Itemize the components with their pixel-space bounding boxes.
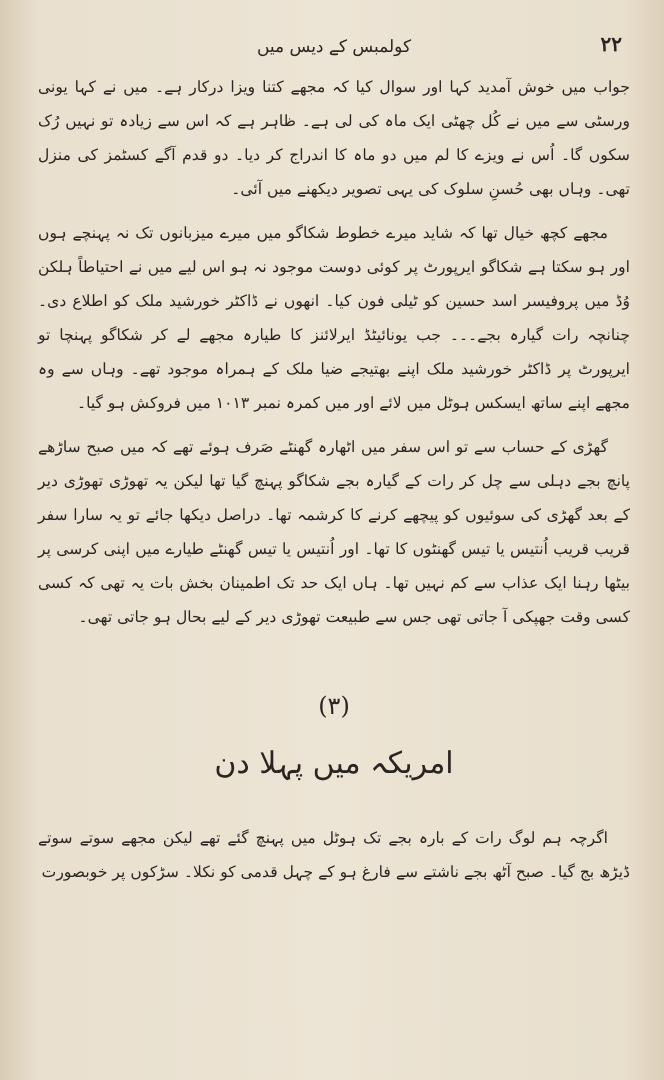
paragraph: اگرچہ ہم لوگ رات کے بارہ بجے تک ہوٹل میں پہنچ گئے تھے لیکن مجھے سوتے سوتے ڈیڑھ بج گیا۔ صبح آٹھ بجے ناشتے سے فارغ ہو کے چہل قدمی کو نکلا۔ سڑکوں پر خوبصورت bbox=[38, 829, 630, 881]
paragraph: جواب میں خوش آمدید کہا اور سوال کیا کہ مجھے کتنا ویزا درکار ہے۔ میں نے کہا یونی ورسٹی سے میں نے کُل چھٹی ایک ماہ کی لی ہے۔ ظاہر ہے کہ اس سے زیادہ تو نہیں رُک سکوں گا۔ اُس نے ویزے کا لم میں دو ماہ کا اندراج کر دیا۔ دو قدم آگے کسٹمز کی منزل تھی۔ وہاں بھی حُسنِ سلوک کی یہی تصویر دیکھنے میں آئی۔ bbox=[38, 78, 630, 198]
body-text bbox=[38, 70, 630, 634]
running-title: کولمبس کے دیس میں bbox=[256, 37, 412, 57]
chapter-title: امریکہ میں پہلا دن bbox=[214, 746, 454, 781]
paragraph: گھڑی کے حساب سے تو اس سفر میں اٹھارہ گھنٹے صَرف ہوئے تھے کہ میں صبح ساڑھے پانچ بجے دہلی سے چل کر رات کے گیارہ بجے شکاگو پہنچ گیا تھا لیکن یہ تھوڑی تھوڑی دیر کے بعد گھڑی کی سوئیوں کو پیچھے کرنے کا کرشمہ تھا۔ دراصل دیکھا جائے تو یہ سارا سفر قریب قریب اُنتیس یا تیس گھنٹوں کا تھا۔ اور اُنتیس یا تیس گھنٹے طیارے میں اپنی کرسی پر بیٹھا رہنا ایک عذاب سے کم نہیں تھا۔ ہاں ایک حد تک اطمینان بخش بات یہ تھی کہ کسی کسی وقت جھپکی آ جاتی تھی جس سے طبیعت تھوڑی دیر کے لیے بحال ہو جاتی تھی۔ bbox=[38, 438, 630, 626]
paragraph: مجھے کچھ خیال تھا کہ شاید میرے خطوط شکاگو میں میرے میزبانوں تک نہ پہنچے ہوں اور ہو سکتا ہے شکاگو ایرپورٹ پر کوئی دوست موجود نہ ہو اس لیے میں نے احتیاطاً ہلکن وُڈ میں پروفیسر اسد حسین کو ٹیلی فون کیا۔ انھوں نے ڈاکٹر خورشید ملک کو اطلاع دی۔ چنانچہ رات گیارہ بجے۔۔۔ جب یونائیٹڈ ایرلائنز کا طیارہ مجھے لے کر شکاگو پہنچا تو ایرپورٹ پر ڈاکٹر خورشید ملک اپنے بھتیجے ضیا ملک کے ہمراہ موجود تھے۔ وہاں سے وہ مجھے اپنے ساتھ ایسکس ہوٹل میں لائے اور میں کمرہ نمبر ۱۰۱۳ میں فروکش ہو گیا۔ bbox=[38, 224, 630, 412]
chapter-number: (۳) bbox=[318, 692, 350, 720]
page-header bbox=[38, 30, 630, 70]
page-number: ۲۲ bbox=[600, 32, 622, 56]
chapter-body bbox=[38, 821, 630, 889]
